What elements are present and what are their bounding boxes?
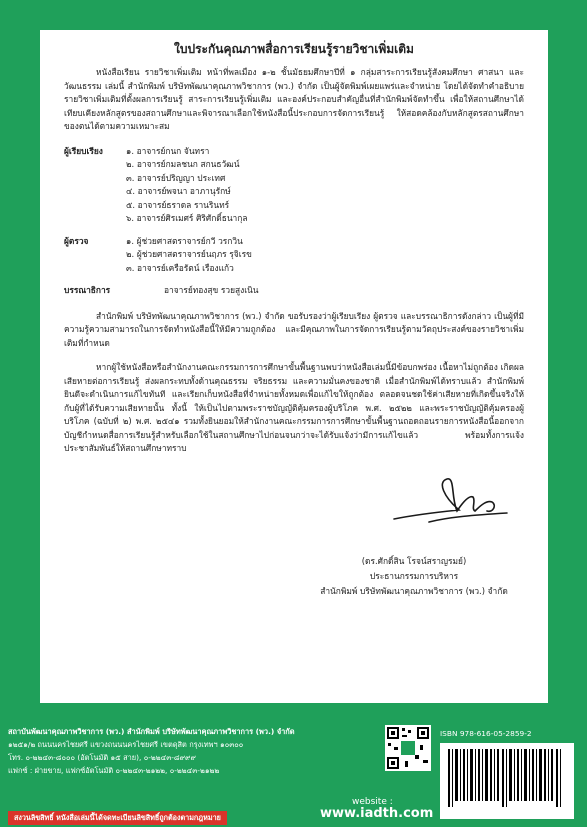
author-item: ๖. อาจารย์ศิรเมศร์ ศิริศักดิ์ธนากุล bbox=[126, 213, 248, 223]
author-item: ๔. อาจารย์พจนา อาภานุรักษ์ bbox=[126, 186, 231, 196]
sheet-title: ใบประกันคุณภาพสื่อการเรียนรู้รายวิชาเพิ่มเติม bbox=[174, 42, 414, 56]
reviewers-list bbox=[126, 235, 524, 276]
authors-list bbox=[126, 145, 524, 226]
author-item: ๕. อาจารย์ธราดล รานรินทร์ bbox=[126, 199, 230, 210]
author-item: ๓. อาจารย์ปริญญา ประเทศ bbox=[126, 172, 226, 183]
publisher-phone: โทร. ๐-๒๒๔๓-๘๐๐๐ (อัตโนมัติ ๑๕ สาย), ๐-๒๒๔๓-๘๙๙๙ bbox=[8, 753, 196, 762]
publisher-name: สถาบันพัฒนาคุณภาพวิชาการ (พว.) สำนักพิมพ์ บริษัทพัฒนาคุณภาพวิชาการ (พว.) จำกัด bbox=[8, 727, 295, 736]
reviewer-item: ๓. อาจารย์เครือรัตน์ เรืองแก้ว bbox=[126, 262, 234, 273]
website-link[interactable]: www.iadth.com bbox=[320, 806, 434, 821]
signer-company: สำนักพิมพ์ บริษัทพัฒนาคุณภาพวิชาการ (พว.) จำกัด bbox=[320, 585, 508, 596]
author-item: ๒. อาจารย์กมลชนก สกนธวัฒน์ bbox=[126, 159, 240, 169]
signature-area bbox=[64, 467, 524, 677]
signer-position: ประธานกรรมการบริหาร bbox=[369, 570, 459, 581]
back-cover-footer bbox=[0, 725, 587, 827]
publisher-fax: แฟกซ์ : ฝ่ายขาย, แฟกซ์อัตโนมัติ ๐-๒๒๔๓-๒๑๒๒, ๐-๒๒๔๓-๒๑๒๒ bbox=[8, 766, 220, 775]
reviewers-section bbox=[64, 235, 524, 276]
authors-label: ผู้เรียบเรียง bbox=[64, 145, 103, 156]
barcode-icon bbox=[440, 743, 574, 819]
publisher-address: ๑๒๕๑/๒ ถนนนครไชยศรี แขวงถนนนครไชยศรี เขตดุสิต กรุงเทพฯ ๑๐๓๐๐ bbox=[8, 740, 244, 749]
reviewers-label: ผู้ตรวจ bbox=[64, 235, 89, 246]
thanks-paragraph: สำนักพิมพ์ บริษัทพัฒนาคุณภาพวิชาการ (พว.) จำกัด ขอรับรองว่าผู้เรียบเรียง ผู้ตรวจ และบรรณาธิการดังกล่าว เป็นผู้ที่มีความรู้ความสามารถในการจัดทำหนังสือนี้ให้มีความถูกต้อง และมีคุณภาพในการจัดการเรียนรู้ตามวัตถุประสงค์ของรายวิชาเพิ่มเติมที่กำหนด bbox=[64, 310, 524, 348]
isbn-number: ISBN 978-616-05-2859-2 bbox=[440, 729, 532, 738]
website-label: website : bbox=[352, 797, 393, 807]
signer-name: (ดร.ศักดิ์สิน โรจน์สราญรมย์) bbox=[361, 555, 467, 566]
guarantee-sheet bbox=[40, 30, 548, 703]
reviewer-item: ๑. ผู้ช่วยศาสตราจารย์กวี วรกวิน bbox=[126, 235, 243, 246]
isbn-box bbox=[440, 727, 576, 823]
intro-paragraph: หนังสือเรียน รายวิชาเพิ่มเติม หน้าที่พลเมือง ๑-๒ ชั้นมัธยมศึกษาปีที่ ๑ กลุ่มสาระการเรียนรู้สังคมศึกษา ศาสนา และวัฒนธรรม เล่มนี้ สำนักพิมพ์ บริษัทพัฒนาคุณภาพวิชาการ (พว.) จำกัด เป็นผู้จัดพิมพ์เผยแพร่และจำหน่าย โดยได้จัดทำคำอธิบายรายวิชาเพิ่มเติมที่ตั้งผลการเรียนรู้ สาระการเรียนรู้เพิ่มเติม และองค์ประกอบสำคัญอื่นที่สำนักพิมพ์จัดทำขึ้น เพื่อให้สถานศึกษาได้เทียบเคียงหลักสูตรของสถานศึกษาและพิจารณาเลือกใช้หนังสือนี้ประกอบการจัดการเรียนรู้ ให้สอดคล้องกับหลักสูตรสถานศึกษาของตนได้ตามความเหมาะสม bbox=[64, 67, 524, 131]
guarantee-paragraph: หากผู้ใช้หนังสือหรือสำนักงานคณะกรรมการการศึกษาขั้นพื้นฐานพบว่าหนังสือเล่มนี้มีข้อบกพร่อง เนื้อหาไม่ถูกต้อง เกิดผลเสียหายต่อการเรียนรู้ ส่งผลกระทบทั้งด้านคุณธรรม จริยธรรม และความมั่นคงของชาติ เมื่อสำนักพิมพ์ได้ทราบแล้ว สำนักพิมพ์ยินดีจะดำเนินการแก้ไขทันที และเรียกเก็บหนังสือที่จำหน่ายทั้งหมดเพื่อแก้ไขให้ถูกต้อง ตลอดจนชดใช้ค่าเสียหายที่เกิดขึ้นจริงให้กับผู้ที่ได้รับความเสียหายนั้น ทั้งนี้ ให้เป็นไปตามพระราชบัญญัติคุ้มครองผู้บริโภค พ.ศ. ๒๕๒๒ และพระราชบัญญัติคุ้มครองผู้บริโภค (ฉบับที่ ๒) พ.ศ. ๒๕๔๑ รวมทั้งยินยอมให้สำนักงานคณะกรรมการการศึกษาขั้นพื้นฐานถอดถอนรายการหนังสือนี้ออกจากบัญชีกำหนดสื่อการเรียนรู้สำหรับเลือกใช้ในสถานศึกษาไปก่อนจนกว่าจะได้รับแจ้งว่ามีการแก้ไขแล้ว พร้อมทั้งการแจ้งประชาสัมพันธ์ให้สถานศึกษาทราบ bbox=[64, 362, 524, 453]
publisher-info bbox=[8, 725, 408, 777]
editor-section bbox=[64, 284, 524, 298]
editor-name: อาจารย์ทองสุข รวยสูงเนิน bbox=[164, 285, 259, 295]
signature-image bbox=[389, 467, 514, 537]
author-item: ๑. อาจารย์กนก จันทรา bbox=[126, 145, 210, 156]
editor-label: บรรณาธิการ bbox=[64, 285, 111, 295]
qr-code-icon bbox=[385, 725, 431, 771]
signer-block bbox=[269, 555, 559, 600]
authors-section bbox=[64, 145, 524, 226]
reviewer-item: ๒. ผู้ช่วยศาสตราจารย์นฤภร รุจิเรข bbox=[126, 249, 252, 259]
copyright-badge: สงวนลิขสิทธิ์ หนังสือเล่มนี้ได้จดทะเบียนลิขสิทธิ์ถูกต้องตามกฎหมาย bbox=[8, 811, 227, 825]
